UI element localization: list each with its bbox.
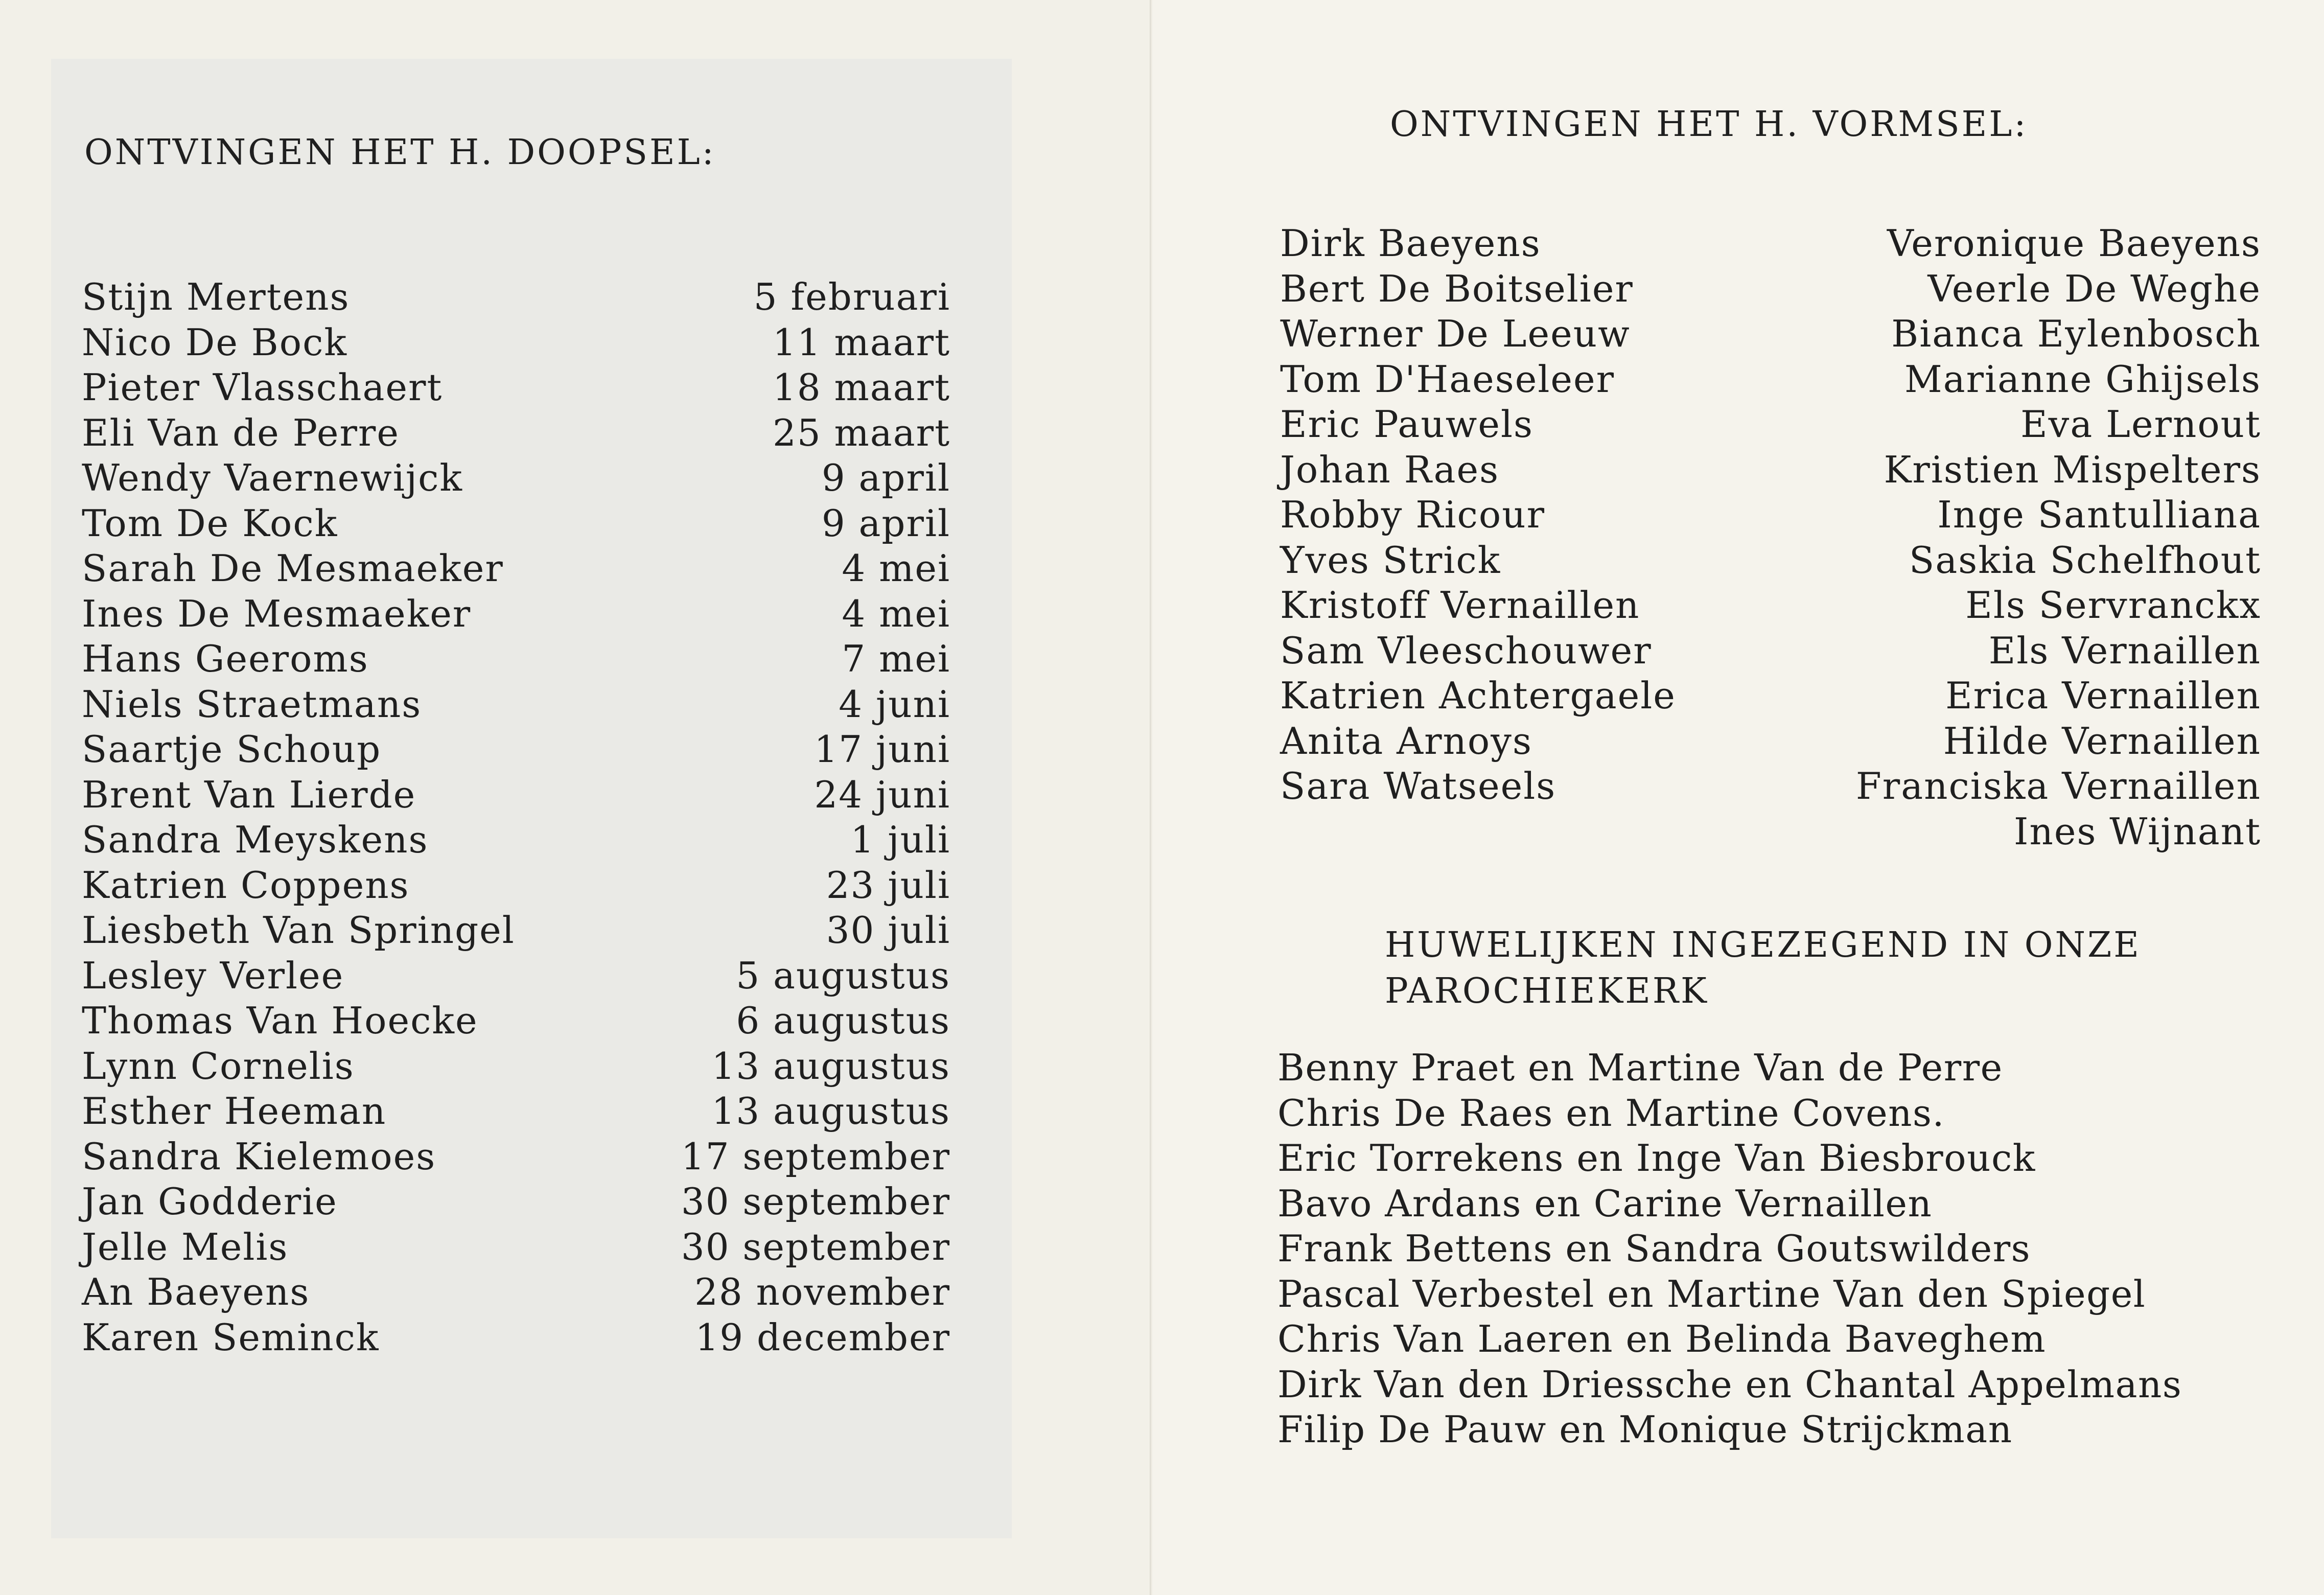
baptism-date: 17 september [681,1135,950,1178]
confirmation-name-left: Sam Vleeschouwer [1280,629,1652,672]
baptism-entry [82,1315,950,1360]
baptism-name: Katrien Coppens [82,863,410,907]
baptism-entry [82,1224,950,1270]
confirmation-name-left: Katrien Achtergaele [1280,674,1676,717]
baptism-list [82,274,950,1360]
confirmation-name-left: Anita Arnoys [1280,719,1532,762]
marriage-couple: Chris De Raes en Martine Covens. [1277,1091,1945,1135]
baptism-date: 17 juni [814,728,950,771]
baptism-name: Jan Godderie [82,1180,338,1223]
confirmation-row [1280,719,2261,764]
baptism-date: 5 februari [753,275,950,318]
baptism-entry [82,1179,950,1224]
confirmation-name-left: Johan Raes [1280,448,1500,491]
marriage-couple: Frank Bettens en Sandra Goutswilders [1277,1227,2031,1270]
baptism-name: Sarah De Mesmaeker [82,547,504,590]
baptism-entry [82,410,950,456]
baptism-name: Sandra Meyskens [82,818,429,861]
marriage-entry [1277,1091,2274,1136]
baptism-entry [82,365,950,410]
baptism-name: Liesbeth Van Springel [82,909,515,952]
confirmation-name-right: Els Servranckx [1965,584,2261,627]
baptism-entry [82,1089,950,1134]
baptism-entry [82,908,950,953]
confirmation-name-right: Eva Lernout [2020,403,2261,446]
baptism-name: Niels Straetmans [82,682,422,726]
confirmation-name-left: Robby Ricour [1280,493,1545,536]
confirmation-name-left: Eric Pauwels [1280,403,1533,446]
marriage-couple: Chris Van Laeren en Belinda Baveghem [1277,1317,2047,1360]
baptism-date: 28 november [694,1270,950,1313]
baptism-name: An Baeyens [82,1270,310,1313]
confirmation-name-right: Kristien Mispelters [1884,448,2261,491]
confirmation-row [1280,492,2261,538]
confirmation-row [1280,673,2261,719]
baptism-name: Tom De Kock [82,501,338,545]
confirmation-name-right: Franciska Vernaillen [1855,765,2261,807]
baptism-entry [82,772,950,818]
confirmation-name-right: Els Vernaillen [1988,629,2261,672]
confirmation-name-right: Hilde Vernaillen [1943,719,2261,762]
confirmation-row [1280,447,2261,493]
baptism-name: Thomas Van Hoecke [82,999,478,1042]
baptism-name: Sandra Kielemoes [82,1135,436,1178]
marriage-entry [1277,1407,2274,1452]
baptism-date: 13 augustus [711,1044,950,1088]
baptism-entry [82,636,950,682]
baptism-date: 4 mei [842,547,950,590]
confirmation-row [1280,221,2261,266]
confirmation-row [1280,809,2261,854]
baptism-date: 30 september [681,1225,950,1268]
confirmation-name-right: Veerle De Weghe [1927,267,2261,310]
confirmation-row [1280,538,2261,583]
baptism-name: Wendy Vaernewijck [82,456,463,499]
baptism-name: Lynn Cornelis [82,1044,355,1088]
confirmation-name-left: Dirk Baeyens [1280,222,1541,265]
baptism-entry [82,274,950,320]
baptism-entry [82,1269,950,1315]
baptism-date: 9 april [821,456,950,499]
marriage-couple: Bavo Ardans en Carine Vernaillen [1277,1182,1933,1225]
confirmation-name-left: Yves Strick [1280,538,1501,582]
baptism-entry [82,1044,950,1089]
baptism-date: 25 maart [773,411,950,454]
marriage-couple: Filip De Pauw en Monique Strijckman [1277,1408,2013,1451]
baptism-entry [82,546,950,591]
baptism-date: 6 augustus [736,999,950,1042]
marriages-list [1277,1045,2274,1452]
confirmation-row [1280,764,2261,809]
baptism-date: 24 juni [814,773,950,816]
baptism-name: Ines De Mesmaeker [82,592,472,635]
confirmation-name-right: Saskia Schelfhout [1909,538,2261,582]
confirmation-name-right: Veronique Baeyens [1887,222,2261,265]
confirmation-name-right: Ines Wijnant [2014,810,2261,853]
baptism-entry [82,998,950,1044]
baptism-date: 4 mei [842,592,950,635]
confirmation-name-left: Tom D'Haeseleer [1280,357,1615,401]
baptism-date: 9 april [821,501,950,545]
confirmation-name-left: Werner De Leeuw [1280,312,1631,355]
confirmation-name-left: Kristoff Vernaillen [1280,584,1640,627]
baptism-name: Lesley Verlee [82,954,344,997]
baptism-date: 19 december [695,1315,950,1359]
marriage-entry [1277,1226,2274,1272]
baptism-entry [82,727,950,772]
marriage-entry [1277,1272,2274,1317]
marriages-heading: HUWELIJKEN INGEZEGEND IN ONZE PAROCHIEKERK [1385,925,2141,1011]
confirmation-row [1280,357,2261,402]
confirmation-row [1280,311,2261,357]
confirmation-name-right: Bianca Eylenbosch [1891,312,2261,355]
baptism-name: Esther Heeman [82,1090,387,1132]
baptism-date: 18 maart [773,366,950,409]
baptism-date: 30 juli [826,909,950,952]
confirmation-name-right: Marianne Ghijsels [1904,357,2261,401]
marriage-entry [1277,1136,2274,1181]
baptism-date: 30 september [681,1180,950,1223]
baptism-entry [82,863,950,908]
baptism-entry [82,817,950,863]
baptism-entry [82,320,950,365]
baptism-entry [82,953,950,999]
marriage-entry [1277,1045,2274,1091]
baptism-name: Brent Van Lierde [82,773,416,816]
confirmation-row [1280,583,2261,628]
baptism-name: Karen Seminck [82,1315,380,1359]
marriage-couple: Pascal Verbestel en Martine Van den Spiegel [1277,1272,2146,1315]
baptism-entry [82,591,950,637]
confirmation-name-left: Sara Watseels [1280,765,1556,807]
baptism-name: Hans Geeroms [82,637,369,680]
confirmation-row [1280,266,2261,312]
baptism-name: Pieter Vlasschaert [82,366,443,409]
confirmation-list [1280,221,2261,854]
marriage-entry [1277,1181,2274,1227]
marriage-couple: Benny Praet en Martine Van de Perre [1277,1046,2003,1089]
baptism-date: 11 maart [773,320,950,364]
baptism-date: 1 juli [850,818,950,861]
baptism-name: Nico De Bock [82,320,348,364]
marriage-couple: Eric Torrekens en Inge Van Biesbrouck [1277,1137,2036,1180]
baptism-date: 23 juli [826,863,950,907]
marriage-couple: Dirk Van den Driessche en Chantal Appelmans [1277,1362,2182,1406]
confirmation-name-right: Erica Vernaillen [1945,674,2261,717]
baptism-date: 7 mei [842,637,950,680]
marriage-entry [1277,1316,2274,1362]
baptism-name: Stijn Mertens [82,275,350,318]
baptism-entry [82,455,950,501]
baptism-entry [82,501,950,546]
baptism-date: 4 juni [839,682,950,726]
baptism-entry [82,682,950,727]
marriage-entry [1277,1362,2274,1407]
baptism-name: Saartje Schoup [82,728,382,771]
baptism-date: 5 augustus [736,954,950,997]
baptism-entry [82,1134,950,1180]
confirmation-row [1280,402,2261,447]
confirmation-heading: ONTVINGEN HET H. VORMSEL: [1390,104,2028,145]
confirmation-name-right: Inge Santulliana [1937,493,2261,536]
baptism-name: Jelle Melis [82,1225,289,1268]
confirmation-row [1280,628,2261,674]
confirmation-name-left: Bert De Boitselier [1280,267,1634,310]
baptism-heading: ONTVINGEN HET H. DOOPSEL: [84,132,716,173]
baptism-date: 13 augustus [711,1090,950,1132]
baptism-name: Eli Van de Perre [82,411,400,454]
